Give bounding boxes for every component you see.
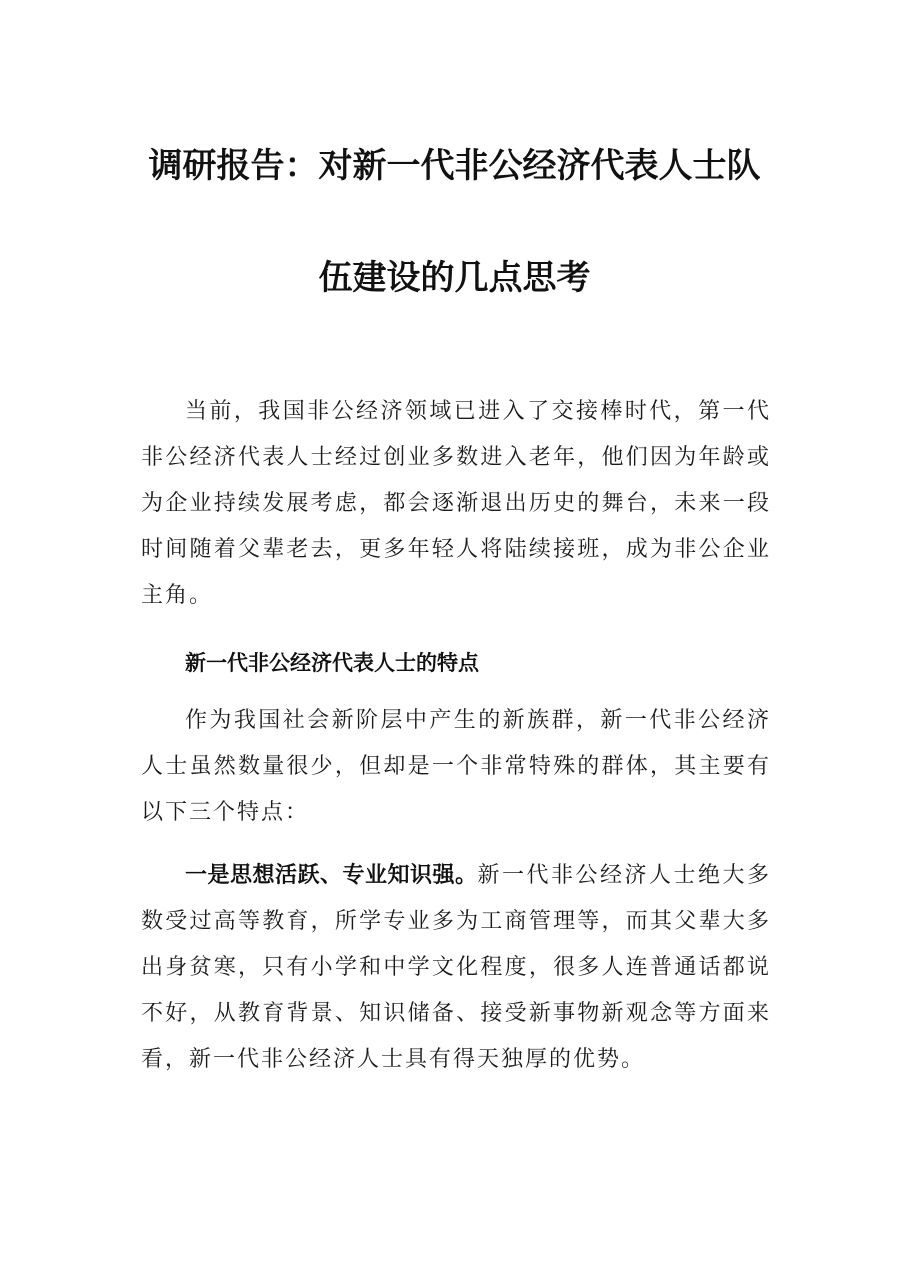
paragraph-characteristics-intro: 作为我国社会新阶层中产生的新族群，新一代非公经济人士虽然数量很少，但却是一个非常特殊的群体，其主要有以下三个特点： [141,708,771,825]
paragraph-intro: 当前，我国非公经济领域已进入了交接棒时代，第一代非公经济代表人士经过创业多数进入老年，他们因为年龄或为企业持续发展考虑，都会逐渐退出历史的舞台，未来一段时间随着父辈老去，更多年轻人将陆续接班，成为非公企业主角。 [141,399,771,608]
document-title-line-1: 调研报告：对新一代非公经济代表人士队 [148,146,761,186]
point-one-lead: 一是思想活跃、专业知识强。 [185,863,478,888]
document-title-line-2: 伍建设的几点思考 [318,258,591,298]
point-one-body: 新一代非公经济人士绝大多数受过高等教育，所学专业多为工商管理等，而其父辈大多出身贫寒，只有小学和中学文化程度，很多人连普通话都说不好，从教育背景、知识储备、接受新事物新观念等方面来看，新一代非公经济人士具有得天独厚的优势。 [141,863,771,1072]
paragraph-point-one [141,853,771,1083]
section-heading-characteristics: 新一代非公经济代表人士的特点 [185,651,479,675]
